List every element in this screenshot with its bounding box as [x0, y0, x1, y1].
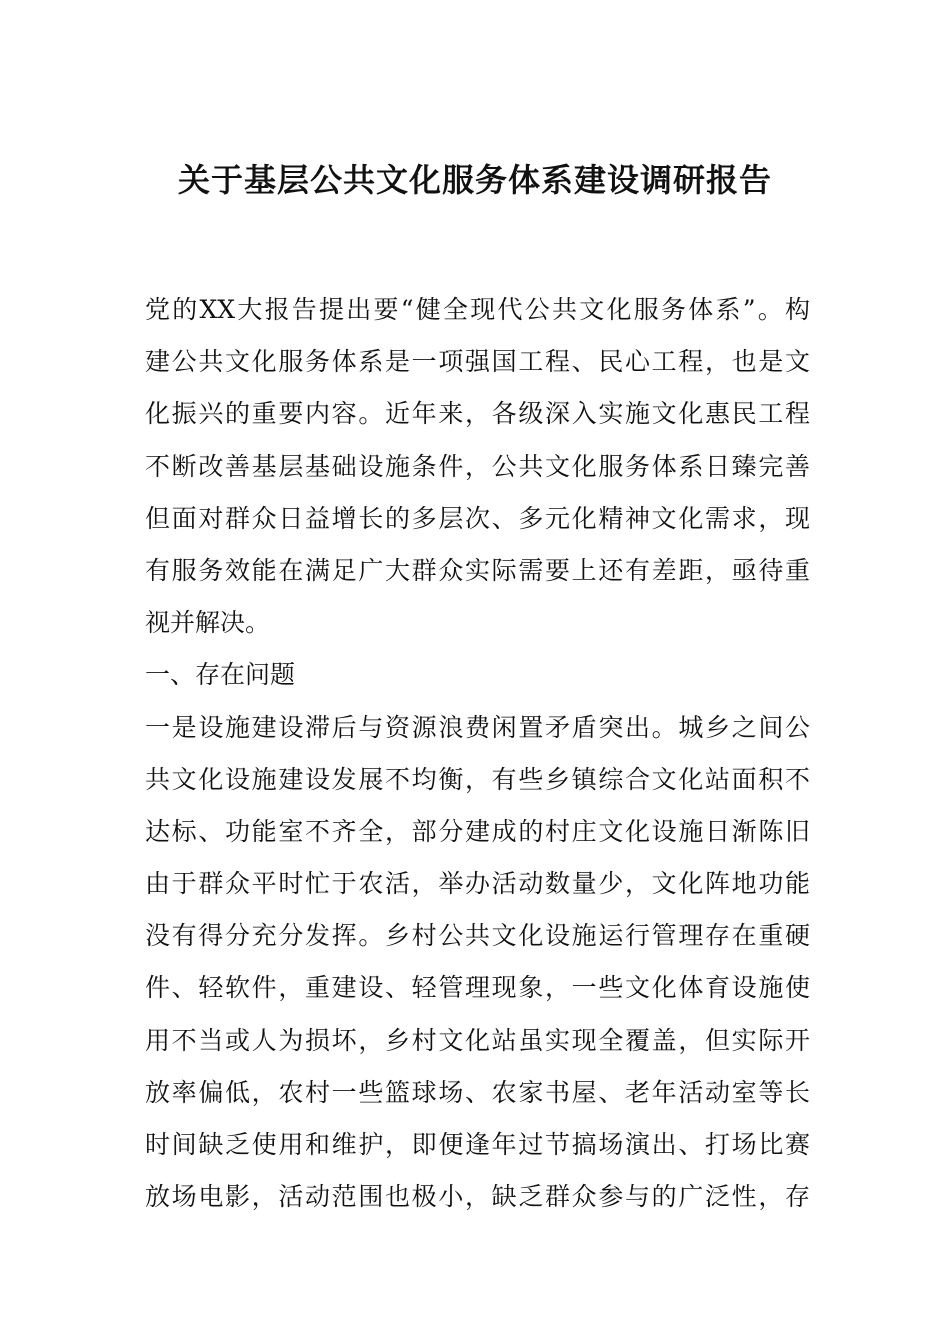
body-text-line: 由于群众平时忙于农活，举办活动数量少，文化阵地功能	[145, 869, 810, 899]
body-text-line: 不断改善基层基础设施条件，公共文化服务体系日臻完善	[145, 451, 810, 481]
body-text-line: 放率偏低，农村一些篮球场、农家书屋、老年活动室等长	[145, 1077, 810, 1107]
body-text-line: 达标、功能室不齐全，部分建成的村庄文化设施日渐陈旧	[145, 816, 810, 846]
body-text-line: 时间缺乏使用和维护，即便逢年过节搞场演出、打场比赛	[145, 1130, 810, 1159]
body-text-line: 但面对群众日益增长的多层次、多元化精神文化需求，现	[145, 503, 810, 533]
body-text-line: 党的XX大报告提出要“健全现代公共文化服务体系”。构	[145, 295, 810, 324]
body-text-line: 建公共文化服务体系是一项强国工程、民心工程，也是文	[145, 347, 810, 377]
body-text-line: 视并解决。	[145, 608, 271, 638]
body-text-line: 共文化设施建设发展不均衡，有些乡镇综合文化站面积不	[145, 764, 810, 794]
document-title: 关于基层公共文化服务体系建设调研报告	[177, 161, 772, 199]
body-text-line: 有服务效能在满足广大群众实际需要上还有差距，亟待重	[145, 555, 810, 585]
body-text-line: 一、存在问题	[145, 660, 296, 690]
body-text-line: 放场电影，活动范围也极小，缺乏群众参与的广泛性，存	[145, 1182, 810, 1212]
document-body	[145, 284, 810, 1223]
body-text-line: 一是设施建设滞后与资源浪费闲置矛盾突出。城乡之间公	[145, 712, 810, 742]
body-text-line: 用不当或人为损坏，乡村文化站虽实现全覆盖，但实际开	[145, 1025, 810, 1055]
body-text-line: 化振兴的重要内容。近年来，各级深入实施文化惠民工程	[145, 399, 810, 429]
body-text-line: 没有得分充分发挥。乡村公共文化设施运行管理存在重硬	[145, 921, 810, 951]
body-text-line: 件、轻软件，重建设、轻管理现象，一些文化体育设施使	[145, 973, 810, 1003]
